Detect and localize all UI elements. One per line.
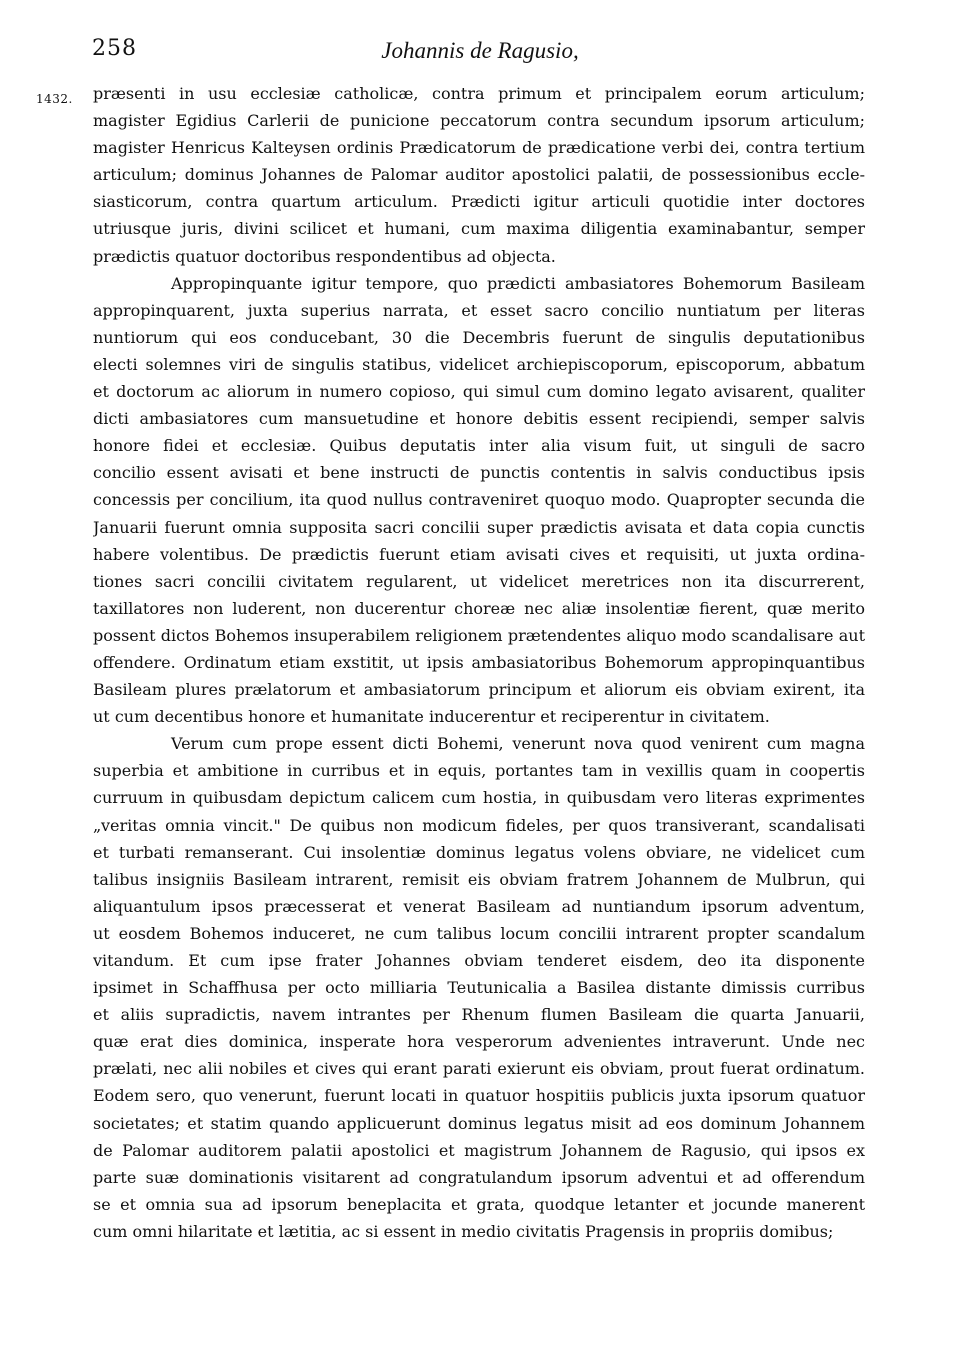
text-line: magister Egidius Carlerii de punicione peccatorum contra secundum ipsorum articulum;	[93, 111, 865, 131]
text-line: utriusque juris, divini scilicet et humani, cum maxima diligentia examinabantur, semper	[93, 219, 865, 239]
text-line: superbia et ambitione in curribus et in equis, portantes tam in vexillis quam in coopertis	[93, 761, 865, 781]
text-line: possent dictos Bohemos insuperabilem religionem prætendentes aliquo modo scandalisare aut	[93, 625, 865, 645]
text-line: concessis per concilium, ita quod nullus contraveniret quoquo modo. Quapropter secunda die	[93, 490, 865, 510]
text-line: dicti ambasiatores cum mansuetudine et honore debitis essent recipiendi, semper salvis	[93, 409, 865, 429]
text-line: societates; et statim quando applicuerunt dominus legatus misit ad eos dominum Johannem	[93, 1113, 865, 1133]
text-line: honore fidei et ecclesiæ. Quibus deputatis inter alia visum fuit, ut singuli de sacro	[93, 436, 865, 456]
text-line: concilio essent avisati et bene instructi de punctis contentis in salvis conductibus ipsis	[93, 463, 865, 483]
text-line: magister Henricus Kalteysen ordinis Prædicatorum de prædicatione verbi dei, contra tertium	[93, 138, 865, 158]
text-line: tiones sacri concilii civitatem regularent, ut videlicet meretrices non ita discurrerent,	[93, 571, 865, 591]
page-number: 258	[92, 36, 137, 61]
text-line: appropinquarent, juxta superius narrata, et esset sacro concilio nuntiatum per literas	[93, 300, 865, 320]
text-line: et turbati remanserant. Cui insolentiæ dominus legatus volens obviare, ne videlicet cum	[93, 842, 865, 862]
text-line: et aliis supradictis, navem intrantes per Rhenum flumen Basileam die quarta Januarii,	[93, 1005, 865, 1025]
text-line: curruum in quibusdam depictum calicem cum hostia, in quibusdam vero literas exprimentes	[93, 788, 865, 808]
text-line: ut cum decentibus honore et humanitate inducerentur et reciperentur in civitatem.	[93, 707, 770, 727]
text-line: quæ erat dies dominica, insperate hora vesperorum advenientes intraverunt. Unde nec	[93, 1032, 865, 1052]
text-line: de Palomar auditorem palatii apostolici et magistrum Johannem de Ragusio, qui ipsos ex	[93, 1140, 865, 1160]
text-line: siasticorum, contra quartum articulum. Prædicti igitur articuli quotidie inter doctores	[93, 192, 865, 212]
text-line: cum omni hilaritate et lætitia, ac si essent in medio civitatis Pragensis in propriis domibus;	[93, 1221, 834, 1241]
text-line: ut eosdem Bohemos induceret, ne cum talibus locum concilii intrarent propter scandalum	[93, 923, 865, 943]
text-line: prædictis quatuor doctoribus respondentibus ad objecta.	[93, 246, 556, 266]
text-line: aliquantulum ipsos præcesserat et venerat Basileam ad nuntiandum ipsorum adventum,	[93, 896, 865, 916]
text-line: Januarii fuerunt omnia supposita sacri concilii super prædictis avisata et data copia cunctis	[93, 517, 865, 537]
text-line: nuntiorum qui eos conducebant, 30 die Decembris fuerunt de singulis deputationibus	[93, 327, 865, 347]
text-line: prælati, nec alii nobiles et cives qui erant parati exierunt eis obviam, prout fuerat ordinatum.	[93, 1059, 865, 1079]
text-line: habere volentibus. De prædictis fuerunt etiam avisati cives et requisiti, ut juxta ordina-	[93, 544, 865, 564]
text-line: electi solemnes viri de singulis statibus, videlicet archiepiscoporum, episcoporum, abbatum	[93, 354, 865, 374]
text-line: taxillatores non luderent, non ducerentur choreæ nec aliæ insolentiæ fierent, quæ merito	[93, 598, 865, 618]
body-text	[93, 80, 865, 1245]
text-line: talibus insigniis Basileam intrarent, remisit eis obviam fratrem Johannem de Mulbrun, qui	[93, 869, 865, 889]
text-line: et doctorum ac aliorum in numero copioso, qui simul cum domino legato avisarent, qualiter	[93, 382, 865, 402]
text-line: Verum cum prope essent dicti Bohemi, venerunt nova quod venirent cum magna	[171, 734, 865, 754]
text-line: Appropinquante igitur tempore, quo prædicti ambasiatores Bohemorum Basileam	[171, 273, 865, 293]
text-line: præsenti in usu ecclesiæ catholicæ, contra primum et principalem eorum articulum;	[93, 84, 865, 103]
text-line: Basileam plures prælatorum et ambasiatorum principum et aliorum eis obviam exirent, ita	[93, 680, 865, 700]
text-line: ipsimet in Schaffhusa per octo milliaria Teutunicalia a Basilea distante dimissis curribus	[93, 978, 865, 998]
text-line: offendere. Ordinatum etiam exstitit, ut ipsis ambasiatoribus Bohemorum appropinquantibus	[93, 652, 865, 672]
text-line: Eodem sero, quo venerunt, fuerunt locati in quatuor hospitiis publicis juxta ipsorum quatuor	[93, 1086, 865, 1106]
text-line: se et omnia sua ad ipsorum beneplacita et grata, quodque letanter et jocunde manerent	[93, 1194, 865, 1214]
text-line: articulum; dominus Johannes de Palomar auditor apostolici palatii, de possessionibus eccle-	[93, 165, 865, 185]
running-head: Johannis de Ragusio,	[381, 38, 579, 63]
margin-year-note: 1432.	[36, 92, 73, 106]
text-line: parte suæ dominationis visitarent ad congratulandum ipsorum adventui et ad offerendum	[93, 1167, 865, 1187]
text-line: „veritas omnia vincit." De quibus non modicum fideles, per quos transiverant, scandalisati	[93, 815, 865, 835]
text-line: vitandum. Et cum ipse frater Johannes obviam tenderet eisdem, deo ita disponente	[93, 951, 865, 970]
